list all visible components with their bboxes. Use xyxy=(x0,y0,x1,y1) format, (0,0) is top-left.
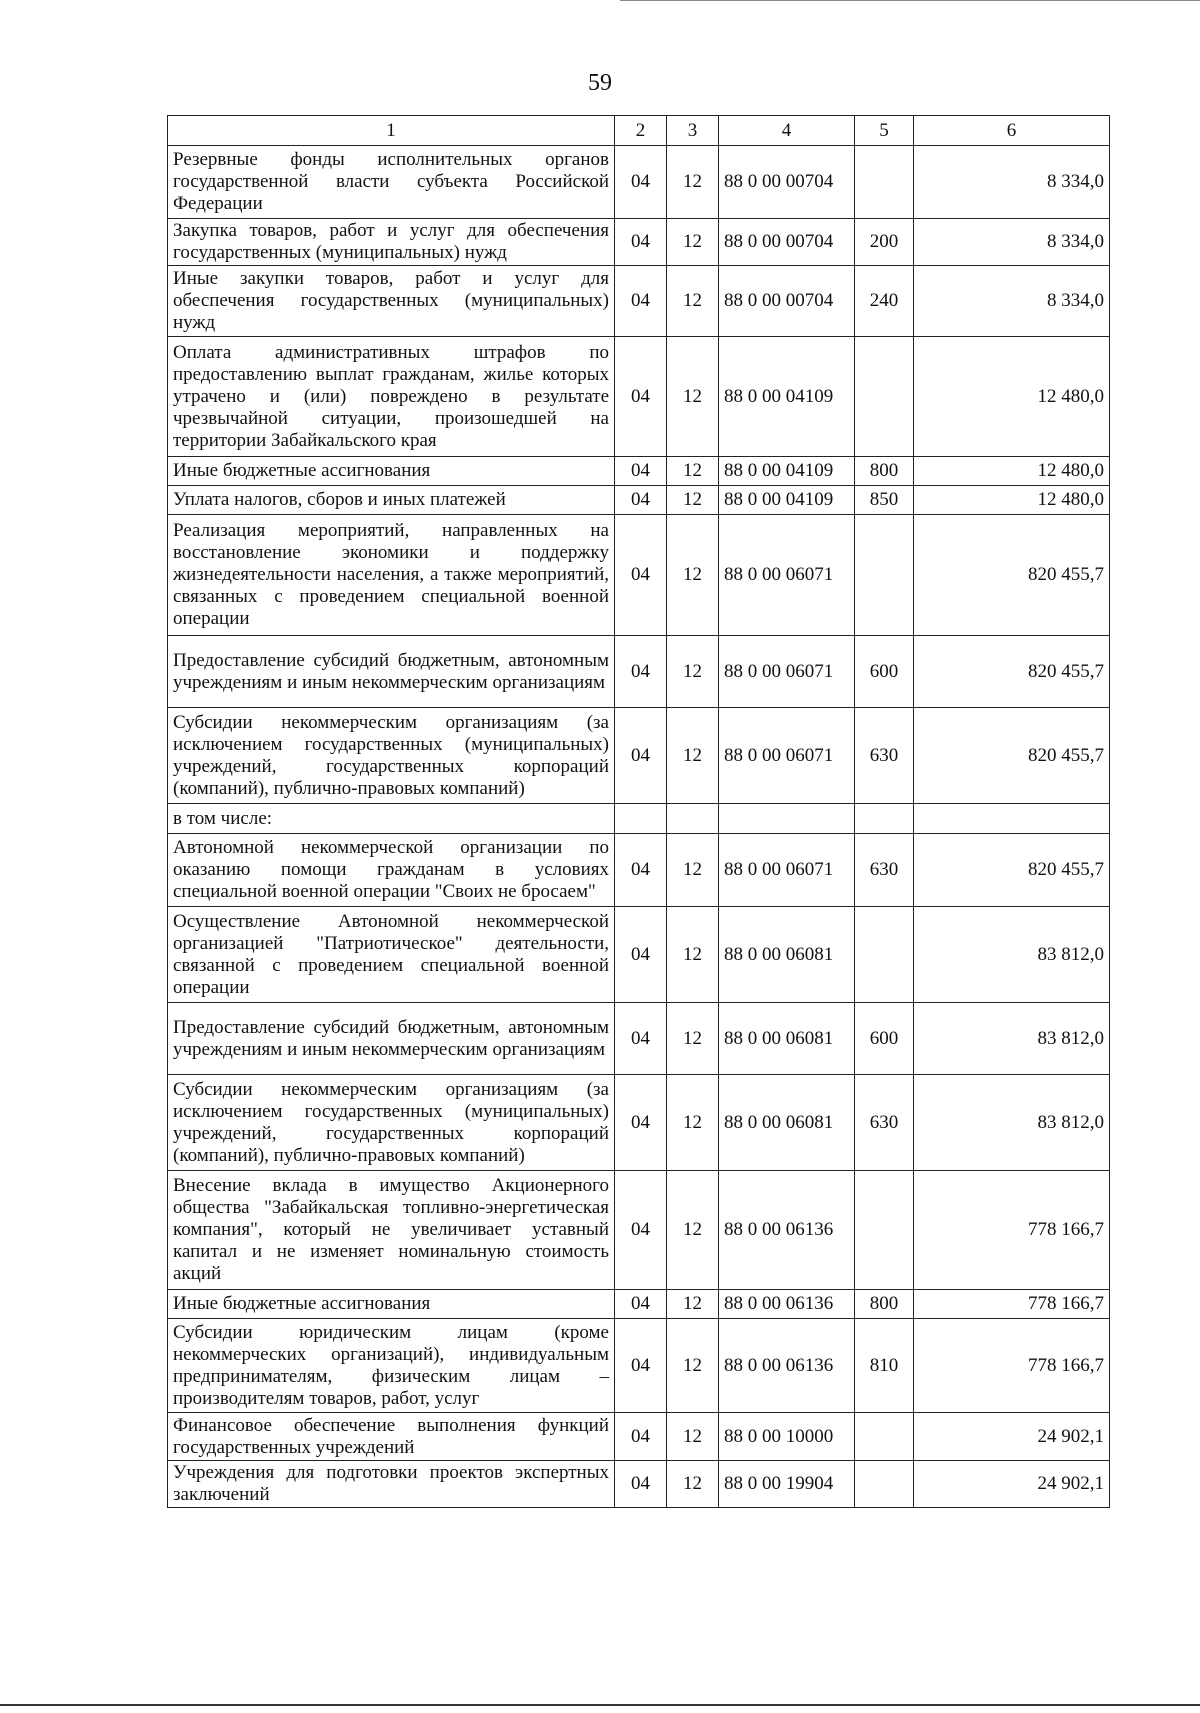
row-subsection: 12 xyxy=(667,146,719,219)
row-subsection: 12 xyxy=(667,266,719,337)
row-subsection: 12 xyxy=(667,1003,719,1075)
row-expense-type xyxy=(855,1461,914,1508)
row-name: Реализация мероприятий, направленных на восстановление экономики и поддержку жизнедеятельности населения, а также мероприятий, связанных с проведением специальной военной операции xyxy=(168,515,615,636)
row-section: 04 xyxy=(615,515,667,636)
row-name: Иные закупки товаров, работ и услуг для обеспечения государственных (муниципальных) нужд xyxy=(168,266,615,337)
row-amount: 83 812,0 xyxy=(914,1003,1110,1075)
row-target-code: 88 0 00 06071 xyxy=(719,834,855,907)
row-amount: 820 455,7 xyxy=(914,708,1110,804)
row-target-code: 88 0 00 06136 xyxy=(719,1319,855,1413)
row-amount: 12 480,0 xyxy=(914,457,1110,486)
row-amount: 778 166,7 xyxy=(914,1171,1110,1290)
row-section: 04 xyxy=(615,266,667,337)
row-amount: 8 334,0 xyxy=(914,266,1110,337)
scan-bottom-edge xyxy=(0,1704,1200,1706)
row-name: в том числе: xyxy=(168,804,615,834)
row-expense-type: 800 xyxy=(855,1290,914,1319)
table-row xyxy=(168,907,1110,1003)
table-row xyxy=(168,337,1110,457)
row-name: Субсидии некоммерческим организациям (за исключением государственных (муниципальных) учреждений, государственных корпораций (компаний), публично-правовых компаний) xyxy=(168,1075,615,1171)
row-name: Предоставление субсидий бюджетным, автономным учреждениям и иным некоммерческим организациям xyxy=(168,1003,615,1075)
row-expense-type: 810 xyxy=(855,1319,914,1413)
col-header-4: 4 xyxy=(719,116,855,146)
row-target-code: 88 0 00 00704 xyxy=(719,146,855,219)
row-section: 04 xyxy=(615,1461,667,1508)
row-section xyxy=(615,804,667,834)
row-target-code: 88 0 00 04109 xyxy=(719,486,855,515)
row-amount: 778 166,7 xyxy=(914,1290,1110,1319)
col-header-2: 2 xyxy=(615,116,667,146)
row-name: Внесение вклада в имущество Акционерного общества "Забайкальская топливно-энергетическая компания", который не увеличивает уставный капитал и не изменяет номинальную стоимость акций xyxy=(168,1171,615,1290)
row-amount: 8 334,0 xyxy=(914,146,1110,219)
table-row xyxy=(168,1290,1110,1319)
table-row xyxy=(168,266,1110,337)
table-row xyxy=(168,1413,1110,1461)
table-row xyxy=(168,1003,1110,1075)
row-expense-type xyxy=(855,804,914,834)
row-expense-type xyxy=(855,146,914,219)
table-row xyxy=(168,834,1110,907)
row-subsection: 12 xyxy=(667,1413,719,1461)
row-expense-type xyxy=(855,515,914,636)
row-name: Закупка товаров, работ и услуг для обеспечения государственных (муниципальных) нужд xyxy=(168,219,615,266)
row-section: 04 xyxy=(615,708,667,804)
row-expense-type: 600 xyxy=(855,636,914,708)
header-row xyxy=(168,116,1110,146)
row-section: 04 xyxy=(615,337,667,457)
col-header-5: 5 xyxy=(855,116,914,146)
row-subsection: 12 xyxy=(667,834,719,907)
row-expense-type xyxy=(855,337,914,457)
row-target-code: 88 0 00 19904 xyxy=(719,1461,855,1508)
row-target-code: 88 0 00 06071 xyxy=(719,708,855,804)
table-row xyxy=(168,636,1110,708)
row-amount: 8 334,0 xyxy=(914,219,1110,266)
row-section: 04 xyxy=(615,1003,667,1075)
row-target-code: 88 0 00 06136 xyxy=(719,1171,855,1290)
row-section: 04 xyxy=(615,457,667,486)
row-amount: 820 455,7 xyxy=(914,515,1110,636)
row-section: 04 xyxy=(615,1290,667,1319)
row-amount xyxy=(914,804,1110,834)
page-number: 59 xyxy=(588,70,612,96)
row-expense-type xyxy=(855,907,914,1003)
row-section: 04 xyxy=(615,1075,667,1171)
table-row xyxy=(168,146,1110,219)
row-subsection: 12 xyxy=(667,636,719,708)
row-section: 04 xyxy=(615,486,667,515)
row-expense-type: 800 xyxy=(855,457,914,486)
row-subsection: 12 xyxy=(667,1171,719,1290)
row-target-code: 88 0 00 04109 xyxy=(719,457,855,486)
row-name: Оплата административных штрафов по предоставлению выплат гражданам, жилье которых утрачено и (или) повреждено в результате чрезвычайной ситуации, произошедшей на территории Забайкальского края xyxy=(168,337,615,457)
row-target-code: 88 0 00 06136 xyxy=(719,1290,855,1319)
col-header-1: 1 xyxy=(168,116,615,146)
row-amount: 83 812,0 xyxy=(914,907,1110,1003)
row-section: 04 xyxy=(615,1319,667,1413)
row-expense-type: 630 xyxy=(855,708,914,804)
row-target-code: 88 0 00 10000 xyxy=(719,1413,855,1461)
table-row xyxy=(168,804,1110,834)
row-expense-type xyxy=(855,1171,914,1290)
row-subsection: 12 xyxy=(667,1319,719,1413)
row-expense-type: 600 xyxy=(855,1003,914,1075)
row-subsection: 12 xyxy=(667,515,719,636)
row-subsection: 12 xyxy=(667,907,719,1003)
row-amount: 820 455,7 xyxy=(914,636,1110,708)
row-amount: 24 902,1 xyxy=(914,1413,1110,1461)
row-target-code: 88 0 00 06081 xyxy=(719,1075,855,1171)
row-target-code: 88 0 00 06071 xyxy=(719,515,855,636)
row-name: Осуществление Автономной некоммерческой организацией "Патриотическое" деятельности, связанной с проведением специальной военной операции xyxy=(168,907,615,1003)
row-section: 04 xyxy=(615,907,667,1003)
row-target-code: 88 0 00 00704 xyxy=(719,266,855,337)
row-subsection: 12 xyxy=(667,219,719,266)
row-target-code: 88 0 00 04109 xyxy=(719,337,855,457)
row-subsection: 12 xyxy=(667,337,719,457)
row-name: Иные бюджетные ассигнования xyxy=(168,1290,615,1319)
table-row xyxy=(168,515,1110,636)
row-expense-type: 630 xyxy=(855,834,914,907)
col-header-6: 6 xyxy=(914,116,1110,146)
row-amount: 778 166,7 xyxy=(914,1319,1110,1413)
row-section: 04 xyxy=(615,219,667,266)
table-row xyxy=(168,1171,1110,1290)
row-target-code: 88 0 00 00704 xyxy=(719,219,855,266)
row-section: 04 xyxy=(615,1413,667,1461)
row-amount: 820 455,7 xyxy=(914,834,1110,907)
table-row xyxy=(168,1461,1110,1508)
table-row xyxy=(168,1075,1110,1171)
table-row xyxy=(168,1319,1110,1413)
budget-table xyxy=(167,115,1110,1508)
row-name: Уплата налогов, сборов и иных платежей xyxy=(168,486,615,515)
row-section: 04 xyxy=(615,636,667,708)
table-row xyxy=(168,457,1110,486)
row-subsection: 12 xyxy=(667,708,719,804)
row-name: Иные бюджетные ассигнования xyxy=(168,457,615,486)
row-amount: 24 902,1 xyxy=(914,1461,1110,1508)
row-target-code: 88 0 00 06081 xyxy=(719,1003,855,1075)
table-row xyxy=(168,486,1110,515)
row-name: Субсидии некоммерческим организациям (за исключением государственных (муниципальных) учреждений, государственных корпораций (компаний), публично-правовых компаний) xyxy=(168,708,615,804)
row-amount: 83 812,0 xyxy=(914,1075,1110,1171)
row-name: Автономной некоммерческой организации по оказанию помощи гражданам в условиях специальной военной операции "Своих не бросаем" xyxy=(168,834,615,907)
row-subsection: 12 xyxy=(667,457,719,486)
row-section: 04 xyxy=(615,146,667,219)
row-section: 04 xyxy=(615,1171,667,1290)
row-target-code: 88 0 00 06071 xyxy=(719,636,855,708)
row-expense-type: 240 xyxy=(855,266,914,337)
row-expense-type: 630 xyxy=(855,1075,914,1171)
row-subsection: 12 xyxy=(667,1290,719,1319)
row-subsection xyxy=(667,804,719,834)
col-header-3: 3 xyxy=(667,116,719,146)
row-amount: 12 480,0 xyxy=(914,337,1110,457)
row-expense-type xyxy=(855,1413,914,1461)
row-name: Предоставление субсидий бюджетным, автономным учреждениям и иным некоммерческим организациям xyxy=(168,636,615,708)
row-subsection: 12 xyxy=(667,1075,719,1171)
row-name: Субсидии юридическим лицам (кроме некоммерческих организаций), индивидуальным предпринимателям, физическим лицам – производителям товаров, работ, услуг xyxy=(168,1319,615,1413)
row-subsection: 12 xyxy=(667,1461,719,1508)
table-row xyxy=(168,219,1110,266)
scan-edge-line xyxy=(620,0,1200,1)
row-section: 04 xyxy=(615,834,667,907)
row-expense-type: 850 xyxy=(855,486,914,515)
table-row xyxy=(168,708,1110,804)
row-name: Резервные фонды исполнительных органов государственной власти субъекта Российской Федерации xyxy=(168,146,615,219)
row-name: Учреждения для подготовки проектов экспертных заключений xyxy=(168,1461,615,1508)
row-name: Финансовое обеспечение выполнения функций государственных учреждений xyxy=(168,1413,615,1461)
row-subsection: 12 xyxy=(667,486,719,515)
row-target-code: 88 0 00 06081 xyxy=(719,907,855,1003)
row-amount: 12 480,0 xyxy=(914,486,1110,515)
row-target-code xyxy=(719,804,855,834)
row-expense-type: 200 xyxy=(855,219,914,266)
